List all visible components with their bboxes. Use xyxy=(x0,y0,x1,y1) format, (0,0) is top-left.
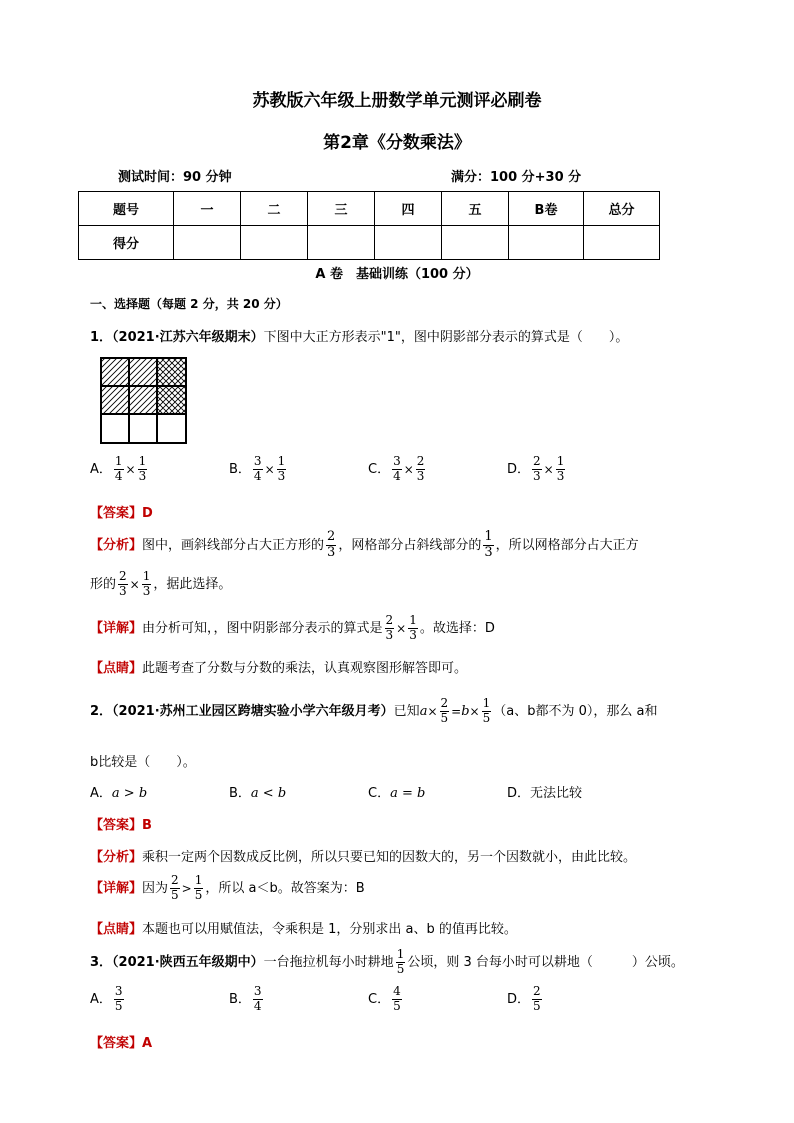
option-label: B． xyxy=(229,991,251,1007)
page-title: 苏教版六年级上册数学单元测评必刷卷 xyxy=(252,91,542,111)
q2-detail: 【详解】因为 $\frac{2}{5}$ > $\frac{1}{5}$ ，所以 a＜b。故答案为：B xyxy=(90,873,365,902)
detail-tag: 【详解】 xyxy=(90,620,143,636)
numerator: 2 xyxy=(327,529,336,544)
denominator: 3 xyxy=(385,627,394,642)
option-label: A． xyxy=(90,461,112,477)
denominator: 3 xyxy=(142,583,151,598)
denominator: 4 xyxy=(114,468,123,483)
denominator: 5 xyxy=(114,998,123,1013)
option-label: D． xyxy=(507,786,531,801)
numerator: 2 xyxy=(385,613,394,627)
numerator: 1 xyxy=(194,873,203,887)
numerator: 2 xyxy=(416,454,425,468)
q1-option-a[interactable]: A． $\frac{1}{4}$ × $\frac{1}{3}$ xyxy=(90,454,147,483)
numerator: 1 xyxy=(396,947,405,961)
comment-tag: 【点睛】 xyxy=(90,922,143,937)
comment-tag: 【点睛】 xyxy=(90,661,143,676)
numerator: 2 xyxy=(533,984,541,998)
numerator: 2 xyxy=(533,454,541,468)
analysis-text: 图中，画斜线部分占大正方形的 xyxy=(142,537,325,553)
q2-option-c[interactable] xyxy=(368,782,425,801)
numerator: 1 xyxy=(484,529,493,544)
answer-tag: 【答案】 xyxy=(90,506,143,521)
numerator: 1 xyxy=(277,454,286,468)
question-number: 3． xyxy=(90,954,113,970)
question-text: （a、b都不为 0），那么 a和 xyxy=(493,703,658,719)
numerator: 4 xyxy=(393,984,401,998)
denominator: 3 xyxy=(138,468,147,483)
analysis-text: ，网格部分占斜线部分的 xyxy=(338,537,482,553)
detail-text: 由分析可知，，图中阴影部分表示的算式是 xyxy=(142,620,383,636)
score-table xyxy=(78,191,660,260)
table-header-cell: 一 xyxy=(174,192,241,226)
numerator: 1 xyxy=(142,569,151,583)
answer-value: A xyxy=(142,1036,153,1051)
denominator: 3 xyxy=(277,468,286,483)
denominator: 4 xyxy=(253,468,262,483)
numerator: 3 xyxy=(253,984,262,998)
numerator: 2 xyxy=(119,569,127,583)
q2-comment xyxy=(90,918,517,937)
q2-analysis xyxy=(90,846,636,865)
q1-option-d[interactable]: D． $\frac{2}{3}$ × $\frac{1}{3}$ xyxy=(507,454,565,483)
q1-answer xyxy=(90,502,153,521)
q2-option-d[interactable] xyxy=(507,782,582,801)
option-label: C． xyxy=(368,786,391,801)
option-label: A． xyxy=(90,991,112,1007)
analysis-text: ，据此选择。 xyxy=(153,576,232,592)
question-text: 下图中大正方形表示"1"，图中阴影部分表示的算式是（ ）。 xyxy=(263,330,629,345)
option-label: A． xyxy=(90,786,112,801)
answer-value: B xyxy=(142,818,152,833)
score-cell[interactable] xyxy=(375,226,442,260)
q2-option-a[interactable] xyxy=(90,782,147,801)
numerator: 1 xyxy=(409,613,417,627)
answer-tag: 【答案】 xyxy=(90,818,143,833)
q3-option-d[interactable] xyxy=(507,985,544,1014)
q2-answer xyxy=(90,814,152,833)
table-header-cell: 二 xyxy=(241,192,308,226)
detail-text: 因为 xyxy=(142,880,169,896)
analysis-tag: 【分析】 xyxy=(90,850,143,865)
score-cell[interactable] xyxy=(308,226,375,260)
score-cell[interactable] xyxy=(442,226,509,260)
numerator: 3 xyxy=(393,454,401,468)
score-cell[interactable] xyxy=(509,226,584,260)
chapter-title: 第2章《分数乘法》 xyxy=(323,133,471,153)
option-label: B． xyxy=(229,461,251,477)
analysis-text: 乘积一定两个因数成反比例，所以只要已知的因数大的，另一个因数就小，由此比较。 xyxy=(142,850,637,865)
question-source: （2021·江苏六年级期末） xyxy=(112,330,264,345)
numerator: 3 xyxy=(114,984,123,998)
q2-option-b[interactable] xyxy=(229,782,286,801)
question-source: （2021·苏州工业园区跨塘实验小学六年级月考） xyxy=(112,703,394,719)
table-row-label: 得分 xyxy=(79,226,174,260)
denominator: 5 xyxy=(396,961,405,976)
option-text: a = b xyxy=(390,786,426,801)
question-text: 公顷，则 3 台每小时可以耕地（ ）公顷。 xyxy=(407,954,684,970)
option-text: 无法比较 xyxy=(530,786,583,801)
denominator: 5 xyxy=(194,887,203,902)
q3-option-c[interactable] xyxy=(368,985,404,1014)
numerator: 1 xyxy=(114,454,123,468)
option-label: D． xyxy=(507,461,531,477)
analysis-tag: 【分析】 xyxy=(90,537,143,553)
q3-option-a[interactable] xyxy=(90,985,126,1014)
denominator: 4 xyxy=(393,468,401,483)
denominator: 3 xyxy=(484,544,493,560)
q3-option-b[interactable] xyxy=(229,985,265,1014)
q1-option-b[interactable]: B． $\frac{3}{4}$ × $\frac{1}{3}$ xyxy=(229,454,286,483)
score-table-header-row xyxy=(79,192,660,226)
q1-analysis-line2: 形的 $\frac{2}{3}$ × $\frac{1}{3}$ ，据此选择。 xyxy=(90,569,232,598)
denominator: 3 xyxy=(533,468,541,483)
table-header-cell: B卷 xyxy=(509,192,584,226)
analysis-text: 形的 xyxy=(90,576,117,592)
table-header-cell: 三 xyxy=(308,192,375,226)
q3-answer xyxy=(90,1032,152,1051)
q1-analysis-line1 xyxy=(90,530,639,561)
part-heading: 一、选择题（每题 2 分，共 20 分） xyxy=(90,297,288,311)
option-text: a > b xyxy=(111,786,148,801)
test-time: 测试时间：90 分钟 xyxy=(118,170,232,185)
numerator: 2 xyxy=(440,696,449,710)
numerator: 3 xyxy=(253,454,262,468)
denominator: 5 xyxy=(171,887,179,902)
table-header-cell: 五 xyxy=(442,192,509,226)
numerator: 1 xyxy=(482,696,491,710)
question-source: （2021·陕西五年级期中） xyxy=(112,954,264,970)
question-2-stem: 2．（2021·苏州工业园区跨塘实验小学六年级月考）已知a× $\frac{2}{5}$ =b× $\frac{1}{5}$ （a、b都不为 0），那么 a和 xyxy=(90,696,658,725)
denominator: 3 xyxy=(416,468,425,483)
table-header-cell: 题号 xyxy=(79,192,174,226)
numerator: 2 xyxy=(171,873,179,887)
q1-detail: 【详解】由分析可知，，图中阴影部分表示的算式是 $\frac{2}{3}$ × $\frac{1}{3}$ 。故选择：D xyxy=(90,613,495,642)
detail-tag: 【详解】 xyxy=(90,880,143,896)
question-number: 2． xyxy=(90,703,113,719)
denominator: 5 xyxy=(393,998,401,1013)
denominator: 5 xyxy=(533,998,541,1013)
answer-value: D xyxy=(142,506,153,521)
denominator: 3 xyxy=(327,544,336,560)
comment-text: 本题也可以用赋值法，令乘积是 1，分别求出 a、b 的值再比较。 xyxy=(142,922,517,937)
denominator: 3 xyxy=(119,583,127,598)
question-3-stem xyxy=(90,948,684,977)
denominator: 4 xyxy=(253,998,262,1013)
full-score: 满分：100 分+30 分 xyxy=(451,170,582,185)
denominator: 5 xyxy=(440,710,449,725)
score-table-score-row xyxy=(79,226,660,260)
analysis-text: ，所以网格部分占大正方 xyxy=(495,537,639,553)
table-header-cell: 总分 xyxy=(584,192,660,226)
numerator: 1 xyxy=(556,454,565,468)
question-text: 已知 xyxy=(393,703,420,719)
option-label: B． xyxy=(229,786,251,801)
question-number: 1． xyxy=(90,330,113,345)
option-label: D． xyxy=(507,991,531,1007)
answer-tag: 【答案】 xyxy=(90,1036,143,1051)
question-text: 一台拖拉机每小时耕地 xyxy=(263,954,394,970)
denominator: 3 xyxy=(409,627,417,642)
square-grid-figure xyxy=(100,357,187,444)
question-1-stem xyxy=(90,326,628,345)
denominator: 3 xyxy=(556,468,565,483)
option-text: a < b xyxy=(250,786,287,801)
option-label: C． xyxy=(368,991,391,1007)
question-2-stem-cont: b比较是（ ）。 xyxy=(90,755,196,770)
q1-option-c[interactable]: C． $\frac{3}{4}$ × $\frac{2}{3}$ xyxy=(368,454,425,483)
denominator: 5 xyxy=(482,710,491,725)
numerator: 1 xyxy=(138,454,147,468)
comment-text: 此题考查了分数与分数的乘法，认真观察图形解答即可。 xyxy=(142,661,468,676)
q1-comment xyxy=(90,657,467,676)
section-a-heading: A 卷 基础训练（100 分） xyxy=(315,267,479,282)
table-header-cell: 四 xyxy=(375,192,442,226)
score-cell[interactable] xyxy=(174,226,241,260)
detail-text: ，所以 a＜b。故答案为：B xyxy=(205,880,365,896)
score-cell[interactable] xyxy=(584,226,660,260)
detail-text: 。故选择：D xyxy=(419,620,495,636)
option-label: C． xyxy=(368,461,391,477)
score-cell[interactable] xyxy=(241,226,308,260)
